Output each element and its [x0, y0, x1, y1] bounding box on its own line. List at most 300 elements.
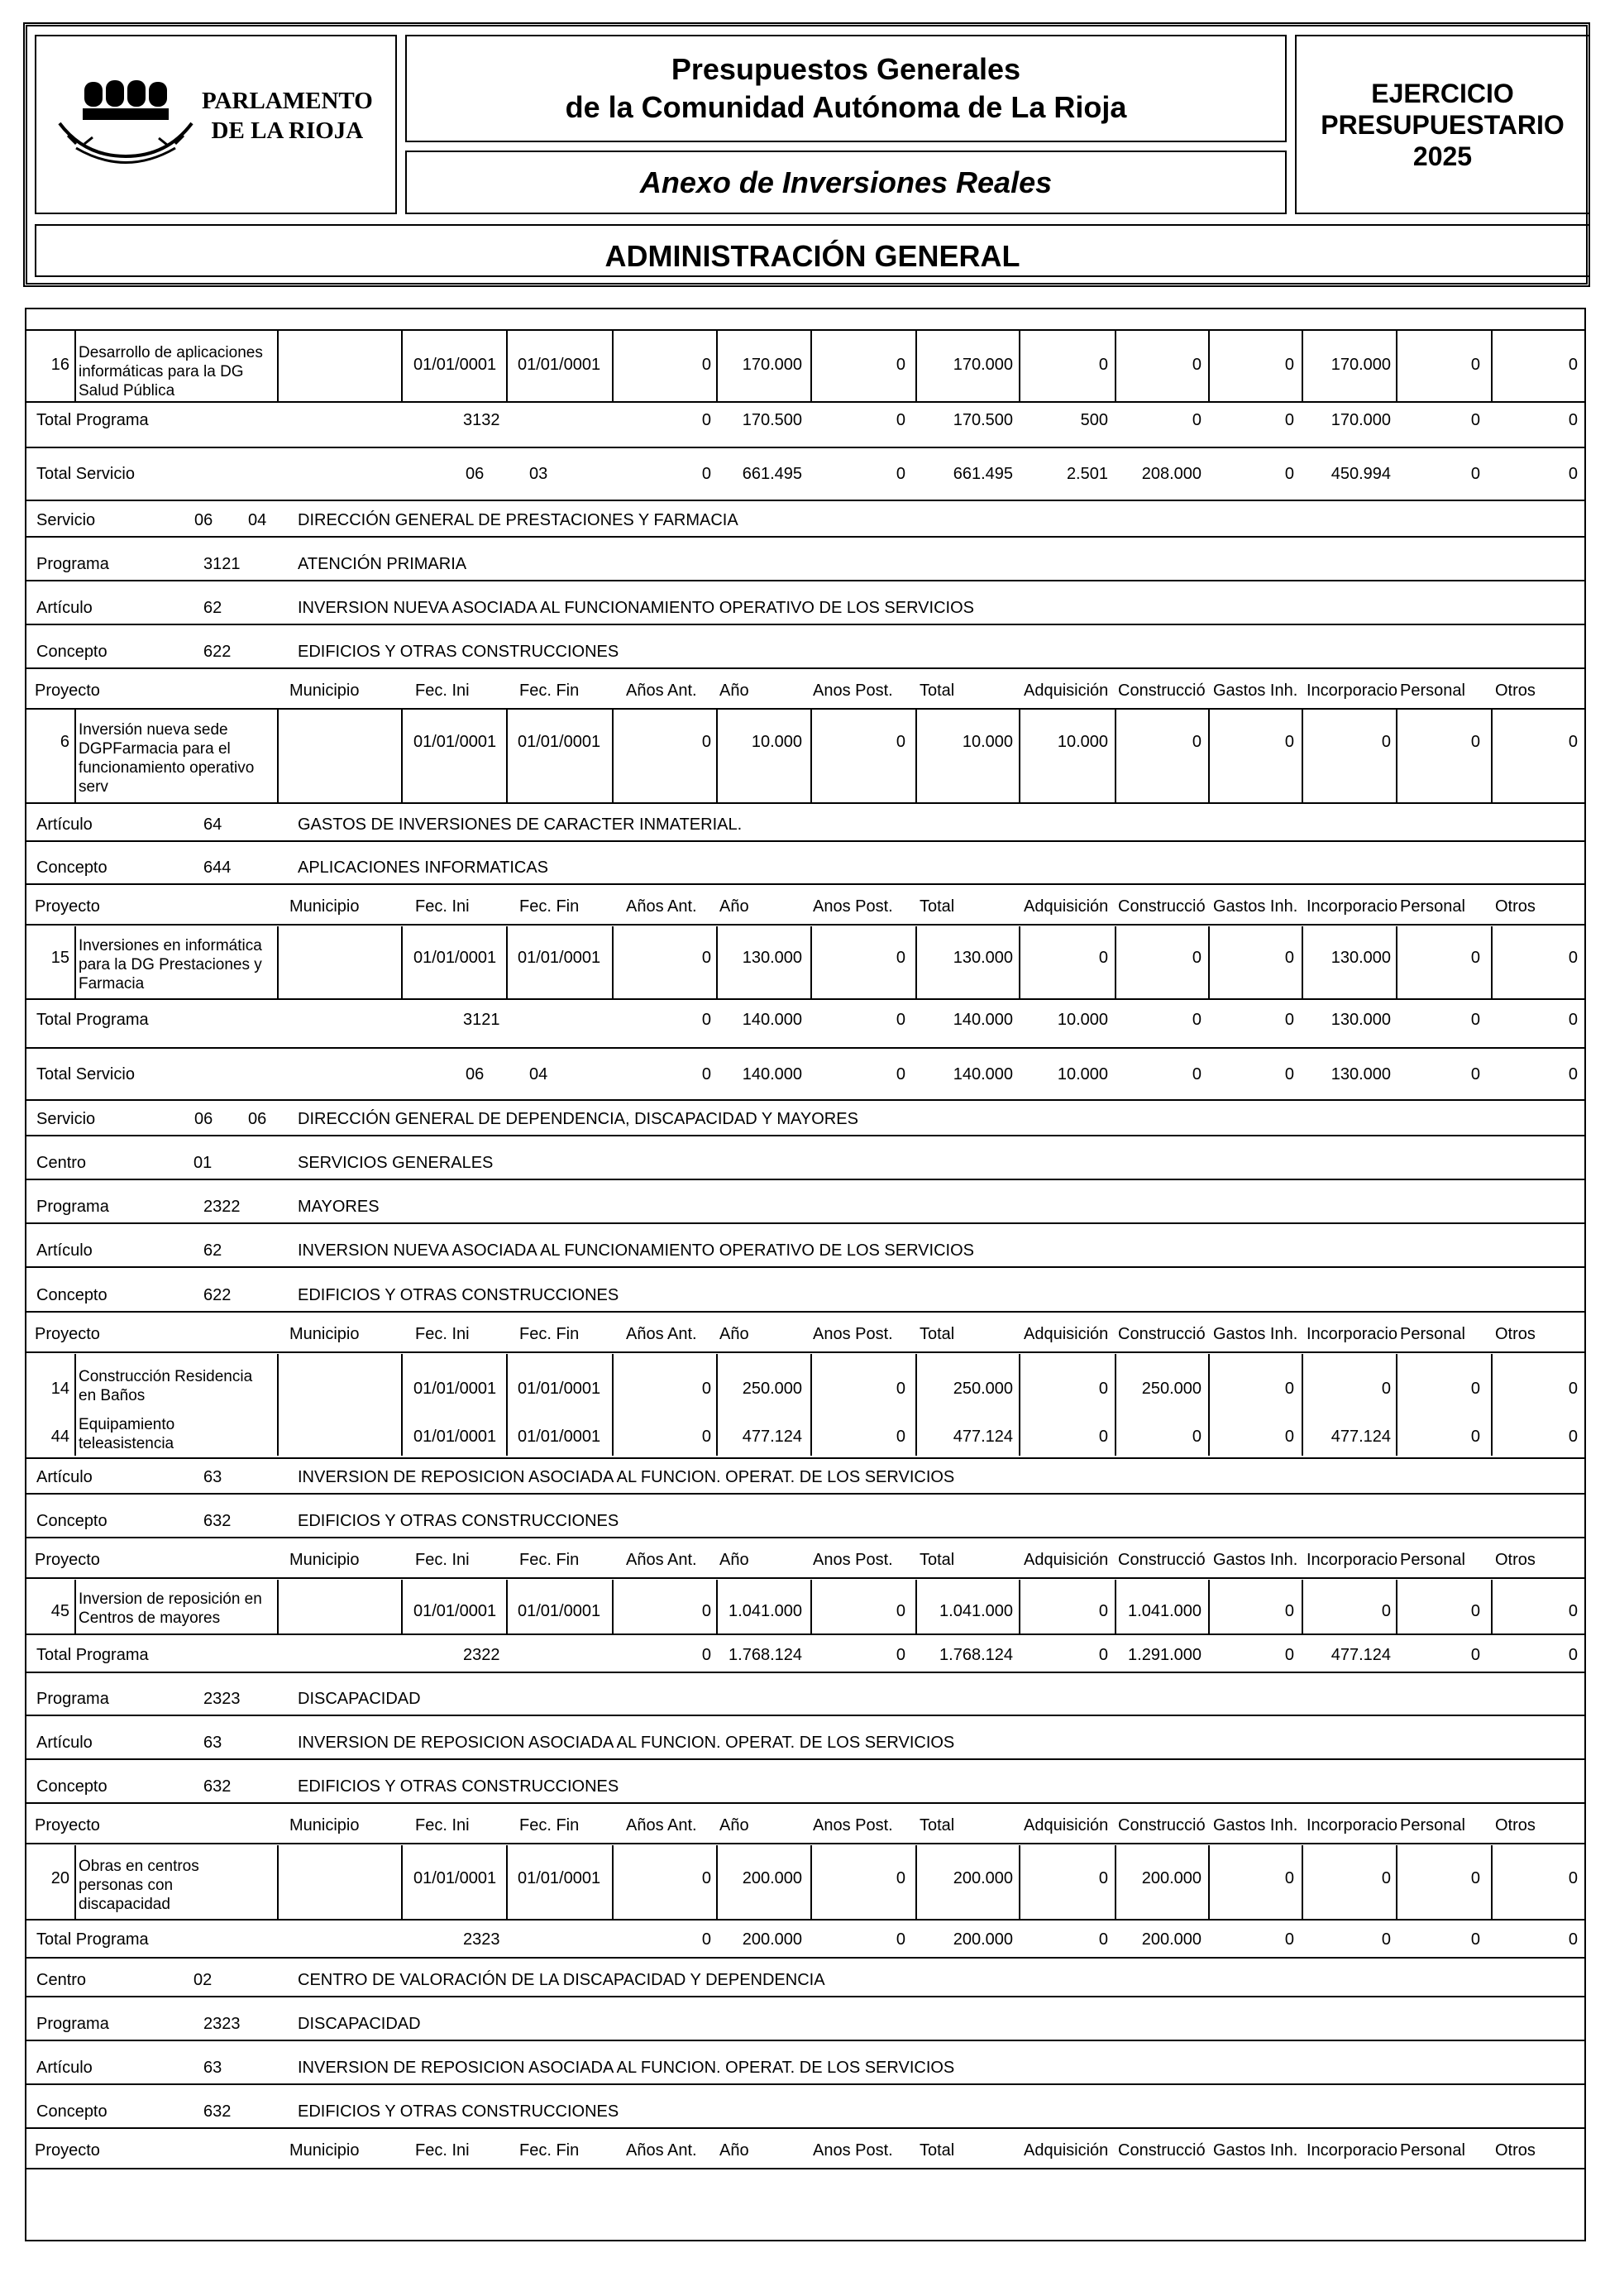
- total-servicio-adq: 10.000: [1057, 1065, 1108, 1083]
- project-number: 20: [50, 1869, 69, 1887]
- servicio-description: DIRECCIÓN GENERAL DE DEPENDENCIA, DISCAPACIDAD Y MAYORES: [298, 1110, 858, 1128]
- project-end-date: 01/01/0001: [518, 1869, 601, 1887]
- column-header-8: Adquisición: [1024, 897, 1109, 916]
- project-ano: 10.000: [751, 733, 802, 751]
- column-header-11: Incorporacio: [1307, 1325, 1398, 1343]
- total-programa-inc: 130.000: [1331, 1011, 1391, 1029]
- total-programa-inc: 170.000: [1331, 411, 1391, 429]
- column-header-13: Otros: [1495, 897, 1536, 916]
- column-divider: [716, 710, 718, 802]
- column-divider: [1396, 926, 1397, 998]
- total-servicio-label: Total Servicio: [36, 1065, 135, 1083]
- project-adq: 0: [1098, 1869, 1108, 1887]
- row-divider: [26, 1493, 1584, 1495]
- project-gas: 0: [1284, 949, 1294, 967]
- column-header-0: Proyecto: [35, 2141, 100, 2160]
- programa-code: 2323: [203, 2015, 241, 2033]
- project-number: 16: [50, 356, 69, 374]
- project-inc: 0: [1381, 733, 1391, 751]
- column-divider: [506, 926, 508, 998]
- project-inc: 130.000: [1331, 949, 1391, 967]
- programa-label: Programa: [36, 555, 109, 573]
- concepto-description: EDIFICIOS Y OTRAS CONSTRUCCIONES: [298, 1512, 619, 1530]
- column-divider: [1208, 926, 1210, 998]
- column-divider: [915, 1580, 917, 1634]
- column-header-5: Año: [719, 1816, 749, 1834]
- project-start-date: 01/01/0001: [413, 1428, 497, 1446]
- project-ano: 130.000: [742, 949, 802, 967]
- centro-label: Centro: [36, 1154, 87, 1172]
- column-divider: [810, 331, 812, 401]
- column-header-6: Anos Post.: [813, 1551, 893, 1569]
- row-divider: [26, 2127, 1584, 2129]
- column-header-9: Construcció: [1118, 897, 1206, 916]
- column-divider: [810, 710, 812, 802]
- total-programa-label: Total Programa: [36, 411, 149, 429]
- column-divider: [1491, 710, 1493, 802]
- column-header-12: Personal: [1400, 1325, 1465, 1343]
- column-header-13: Otros: [1495, 682, 1536, 700]
- total-servicio-tot: 661.495: [953, 465, 1013, 483]
- servicio-code-2: 06: [248, 1110, 267, 1128]
- column-divider: [915, 331, 917, 401]
- project-gas: 0: [1284, 733, 1294, 751]
- row-divider: [26, 1311, 1584, 1313]
- total-servicio-code-2: 04: [529, 1065, 548, 1083]
- articulo-description: GASTOS DE INVERSIONES DE CARACTER INMATERIAL.: [298, 816, 743, 834]
- centro-label: Centro: [36, 1971, 87, 1989]
- row-divider: [26, 1634, 1584, 1635]
- total-programa-inc: 0: [1381, 1930, 1391, 1949]
- project-ano: 1.041.000: [729, 1602, 802, 1620]
- total-servicio-ant: 0: [701, 465, 711, 483]
- project-otr: 0: [1568, 1380, 1578, 1398]
- column-header-5: Año: [719, 897, 749, 916]
- column-header-12: Personal: [1400, 1816, 1465, 1834]
- project-description: para la DG Prestaciones y: [79, 956, 262, 973]
- project-tot: 130.000: [953, 949, 1013, 967]
- articulo-code: 62: [203, 1241, 222, 1260]
- column-divider: [810, 1580, 812, 1634]
- project-end-date: 01/01/0001: [518, 733, 601, 751]
- total-servicio-inc: 130.000: [1331, 1065, 1391, 1083]
- column-divider: [1115, 926, 1116, 998]
- total-programa-ano: 140.000: [742, 1011, 802, 1029]
- centro-description: CENTRO DE VALORACIÓN DE LA DISCAPACIDAD Y DEPENDENCIA: [298, 1971, 825, 1989]
- row-divider: [26, 802, 1584, 804]
- column-divider: [1019, 1580, 1020, 1634]
- column-divider: [74, 1845, 76, 1919]
- total-programa-post: 0: [896, 1930, 905, 1949]
- row-divider: [26, 1577, 1584, 1579]
- concepto-code: 622: [203, 1286, 232, 1304]
- total-programa-otr: 0: [1568, 1011, 1578, 1029]
- row-divider: [26, 2083, 1584, 2085]
- centro-code: 02: [193, 1971, 213, 1989]
- project-start-date: 01/01/0001: [413, 1380, 497, 1398]
- column-header-9: Construcció: [1118, 1325, 1206, 1343]
- articulo-code: 62: [203, 599, 222, 617]
- column-header-6: Anos Post.: [813, 682, 893, 700]
- project-description: informáticas para la DG: [79, 363, 244, 380]
- column-divider: [1019, 926, 1020, 998]
- total-servicio-post: 0: [896, 465, 905, 483]
- project-description: DGPFarmacia para el: [79, 740, 231, 758]
- row-divider: [26, 401, 1584, 403]
- column-divider: [1491, 1845, 1493, 1919]
- column-divider: [506, 331, 508, 401]
- project-start-date: 01/01/0001: [413, 1602, 497, 1620]
- project-end-date: 01/01/0001: [518, 949, 601, 967]
- column-divider: [401, 926, 403, 998]
- project-per: 0: [1470, 1869, 1480, 1887]
- project-ant: 0: [701, 356, 711, 374]
- project-description: Inversión nueva sede: [79, 721, 228, 739]
- programa-description: MAYORES: [298, 1198, 380, 1216]
- row-divider: [26, 1266, 1584, 1268]
- project-ant: 0: [701, 1380, 711, 1398]
- column-header-1: Municipio: [289, 682, 360, 700]
- column-divider: [1019, 331, 1020, 401]
- project-tot: 1.041.000: [939, 1602, 1013, 1620]
- column-divider: [277, 1845, 279, 1919]
- column-header-2: Fec. Ini: [415, 1325, 470, 1343]
- articulo-description: INVERSION NUEVA ASOCIADA AL FUNCIONAMIENTO OPERATIVO DE LOS SERVICIOS: [298, 599, 974, 617]
- project-otr: 0: [1568, 1602, 1578, 1620]
- project-ano: 170.000: [742, 356, 802, 374]
- articulo-description: INVERSION DE REPOSICION ASOCIADA AL FUNCION. OPERAT. DE LOS SERVICIOS: [298, 1468, 955, 1486]
- row-divider: [26, 2040, 1584, 2041]
- total-programa-per: 0: [1470, 411, 1480, 429]
- row-divider: [26, 1843, 1584, 1844]
- row-divider: [26, 1179, 1584, 1180]
- articulo-label: Artículo: [36, 1734, 93, 1752]
- column-divider: [612, 1845, 614, 1919]
- column-divider: [74, 1580, 76, 1634]
- column-header-7: Total: [920, 1325, 955, 1343]
- column-header-13: Otros: [1495, 1551, 1536, 1569]
- project-number: 6: [60, 733, 69, 751]
- column-header-1: Municipio: [289, 2141, 360, 2160]
- column-header-11: Incorporacio: [1307, 682, 1398, 700]
- column-header-3: Fec. Fin: [519, 682, 580, 700]
- project-start-date: 01/01/0001: [413, 356, 497, 374]
- project-ant: 0: [701, 733, 711, 751]
- column-header-2: Fec. Ini: [415, 1551, 470, 1569]
- project-number: 15: [50, 949, 69, 967]
- concepto-description: EDIFICIOS Y OTRAS CONSTRUCCIONES: [298, 643, 619, 661]
- total-programa-gas: 0: [1284, 1011, 1294, 1029]
- row-divider: [26, 1099, 1584, 1101]
- project-post: 0: [896, 1869, 905, 1887]
- project-post: 0: [896, 733, 905, 751]
- column-divider: [915, 1845, 917, 1919]
- concepto-label: Concepto: [36, 1777, 107, 1796]
- column-header-5: Año: [719, 1551, 749, 1569]
- row-divider: [26, 1351, 1584, 1353]
- project-post: 0: [896, 356, 905, 374]
- column-divider: [1491, 1580, 1493, 1634]
- column-divider: [716, 1845, 718, 1919]
- column-header-12: Personal: [1400, 682, 1465, 700]
- column-header-10: Gastos Inh.: [1213, 1551, 1298, 1569]
- programa-description: DISCAPACIDAD: [298, 1690, 421, 1708]
- column-header-0: Proyecto: [35, 1551, 100, 1569]
- row-divider: [26, 329, 1584, 331]
- column-header-12: Personal: [1400, 897, 1465, 916]
- project-adq: 0: [1098, 356, 1108, 374]
- total-programa-ant: 0: [701, 1930, 711, 1949]
- row-divider: [26, 1996, 1584, 1997]
- column-header-6: Anos Post.: [813, 2141, 893, 2160]
- column-divider: [716, 331, 718, 401]
- concepto-label: Concepto: [36, 643, 107, 661]
- annex-title: Anexo de Inversiones Reales: [405, 151, 1287, 214]
- project-con: 200.000: [1141, 1869, 1202, 1887]
- column-header-1: Municipio: [289, 897, 360, 916]
- column-divider: [74, 710, 76, 802]
- column-header-8: Adquisición: [1024, 2141, 1109, 2160]
- project-description: discapacidad: [79, 1896, 170, 1913]
- total-servicio-ano: 140.000: [742, 1065, 802, 1083]
- column-divider: [1491, 331, 1493, 401]
- total-servicio-con: 0: [1192, 1065, 1202, 1083]
- programa-code: 2322: [203, 1198, 241, 1216]
- total-programa-ano: 200.000: [742, 1930, 802, 1949]
- concepto-description: EDIFICIOS Y OTRAS CONSTRUCCIONES: [298, 1777, 619, 1796]
- project-post: 0: [896, 1602, 905, 1620]
- column-divider: [1019, 1845, 1020, 1919]
- total-servicio-adq: 2.501: [1066, 465, 1108, 483]
- column-divider: [612, 1580, 614, 1634]
- project-tot: 10.000: [962, 733, 1013, 751]
- programa-description: ATENCIÓN PRIMARIA: [298, 555, 467, 573]
- total-programa-per: 0: [1470, 1646, 1480, 1664]
- row-divider: [26, 1758, 1584, 1760]
- column-divider: [716, 1580, 718, 1634]
- project-ant: 0: [701, 1869, 711, 1887]
- fiscal-year-line3: 2025: [1412, 141, 1473, 171]
- fiscal-year-box: [1295, 35, 1590, 214]
- articulo-description: INVERSION DE REPOSICION ASOCIADA AL FUNCION. OPERAT. DE LOS SERVICIOS: [298, 1734, 955, 1752]
- column-divider: [1302, 1845, 1303, 1919]
- column-header-12: Personal: [1400, 2141, 1465, 2160]
- project-description: Desarrollo de aplicaciones: [79, 344, 263, 361]
- articulo-code: 63: [203, 1734, 222, 1752]
- column-divider: [612, 710, 614, 802]
- total-programa-post: 0: [896, 1011, 905, 1029]
- row-divider: [26, 840, 1584, 842]
- total-servicio-tot: 140.000: [953, 1065, 1013, 1083]
- column-header-4: Años Ant.: [626, 2141, 697, 2160]
- project-description: Salud Pública: [79, 382, 175, 399]
- row-divider: [26, 667, 1584, 669]
- total-programa-code: 3121: [463, 1011, 500, 1029]
- column-divider: [1396, 710, 1397, 802]
- programa-description: DISCAPACIDAD: [298, 2015, 421, 2033]
- column-divider: [74, 1354, 76, 1456]
- column-header-11: Incorporacio: [1307, 897, 1398, 916]
- column-header-8: Adquisición: [1024, 1325, 1109, 1343]
- project-tot: 250.000: [953, 1380, 1013, 1398]
- total-programa-gas: 0: [1284, 411, 1294, 429]
- project-number: 14: [50, 1380, 69, 1398]
- total-programa-otr: 0: [1568, 1930, 1578, 1949]
- column-divider: [1208, 710, 1210, 802]
- column-divider: [401, 1354, 403, 1456]
- budget-title-line1: Presupuestos Generales: [671, 52, 1021, 86]
- total-programa-per: 0: [1470, 1011, 1480, 1029]
- row-divider: [26, 580, 1584, 581]
- total-servicio-label: Total Servicio: [36, 465, 135, 483]
- total-programa-con: 1.291.000: [1128, 1646, 1202, 1664]
- column-header-10: Gastos Inh.: [1213, 2141, 1298, 2160]
- total-servicio-per: 0: [1470, 1065, 1480, 1083]
- project-adq: 0: [1098, 1428, 1108, 1446]
- total-servicio-inc: 450.994: [1331, 465, 1391, 483]
- column-divider: [506, 710, 508, 802]
- row-divider: [26, 1802, 1584, 1804]
- column-header-2: Fec. Ini: [415, 682, 470, 700]
- column-header-7: Total: [920, 682, 955, 700]
- column-divider: [1208, 331, 1210, 401]
- column-divider: [277, 1354, 279, 1456]
- column-header-8: Adquisición: [1024, 682, 1109, 700]
- column-divider: [1491, 926, 1493, 998]
- row-divider: [26, 1457, 1584, 1459]
- column-divider: [716, 926, 718, 998]
- total-programa-tot: 200.000: [953, 1930, 1013, 1949]
- total-programa-post: 0: [896, 1646, 905, 1664]
- articulo-code: 63: [203, 2059, 222, 2077]
- column-divider: [612, 331, 614, 401]
- concepto-code: 622: [203, 643, 232, 661]
- column-header-3: Fec. Fin: [519, 2141, 580, 2160]
- column-divider: [506, 1580, 508, 1634]
- project-otr: 0: [1568, 1869, 1578, 1887]
- project-per: 0: [1470, 949, 1480, 967]
- articulo-label: Artículo: [36, 816, 93, 834]
- column-header-5: Año: [719, 2141, 749, 2160]
- column-header-3: Fec. Fin: [519, 897, 580, 916]
- row-divider: [26, 1135, 1584, 1136]
- column-header-8: Adquisición: [1024, 1551, 1109, 1569]
- column-header-10: Gastos Inh.: [1213, 1816, 1298, 1834]
- column-divider: [506, 1845, 508, 1919]
- budget-table-frame: [25, 308, 1586, 2241]
- row-divider: [26, 2168, 1584, 2169]
- project-start-date: 01/01/0001: [413, 949, 497, 967]
- column-header-10: Gastos Inh.: [1213, 682, 1298, 700]
- row-divider: [26, 500, 1584, 501]
- articulo-label: Artículo: [36, 2059, 93, 2077]
- column-header-8: Adquisición: [1024, 1816, 1109, 1834]
- project-description: Construcción Residencia: [79, 1368, 253, 1385]
- project-otr: 0: [1568, 356, 1578, 374]
- column-divider: [1115, 331, 1116, 401]
- project-otr: 0: [1568, 733, 1578, 751]
- centro-code: 01: [193, 1154, 213, 1172]
- concepto-code: 632: [203, 1512, 232, 1530]
- row-divider: [26, 883, 1584, 885]
- total-programa-code: 3132: [463, 411, 500, 429]
- total-programa-code: 2322: [463, 1646, 500, 1664]
- project-ano: 250.000: [742, 1380, 802, 1398]
- total-servicio-ant: 0: [701, 1065, 711, 1083]
- row-divider: [26, 1919, 1584, 1921]
- project-ano: 477.124: [742, 1428, 802, 1446]
- project-con: 0: [1192, 1428, 1202, 1446]
- project-description: personas con: [79, 1877, 174, 1894]
- column-header-0: Proyecto: [35, 1325, 100, 1343]
- column-header-9: Construcció: [1118, 1551, 1206, 1569]
- column-divider: [1302, 331, 1303, 401]
- total-programa-adq: 10.000: [1057, 1011, 1108, 1029]
- total-programa-ant: 0: [701, 1646, 711, 1664]
- concepto-code: 644: [203, 859, 232, 877]
- articulo-code: 63: [203, 1468, 222, 1486]
- total-programa-con: 0: [1192, 411, 1202, 429]
- column-divider: [1396, 331, 1397, 401]
- articulo-label: Artículo: [36, 1241, 93, 1260]
- articulo-label: Artículo: [36, 1468, 93, 1486]
- column-divider: [915, 926, 917, 998]
- articulo-label: Artículo: [36, 599, 93, 617]
- project-inc: 477.124: [1331, 1428, 1391, 1446]
- column-header-13: Otros: [1495, 1816, 1536, 1834]
- total-servicio-otr: 0: [1568, 1065, 1578, 1083]
- column-divider: [74, 926, 76, 998]
- column-header-4: Años Ant.: [626, 1816, 697, 1834]
- project-number: 44: [50, 1428, 69, 1446]
- total-programa-inc: 477.124: [1331, 1646, 1391, 1664]
- project-gas: 0: [1284, 1869, 1294, 1887]
- row-divider: [26, 924, 1584, 926]
- project-adq: 0: [1098, 949, 1108, 967]
- articulo-description: INVERSION NUEVA ASOCIADA AL FUNCIONAMIENTO OPERATIVO DE LOS SERVICIOS: [298, 1241, 974, 1260]
- total-programa-label: Total Programa: [36, 1646, 149, 1664]
- servicio-label: Servicio: [36, 1110, 96, 1128]
- project-gas: 0: [1284, 1428, 1294, 1446]
- column-header-5: Año: [719, 682, 749, 700]
- column-header-2: Fec. Ini: [415, 2141, 470, 2160]
- row-divider: [26, 1537, 1584, 1538]
- column-divider: [401, 1580, 403, 1634]
- row-divider: [26, 536, 1584, 538]
- column-divider: [915, 710, 917, 802]
- programa-label: Programa: [36, 2015, 109, 2033]
- column-header-9: Construcció: [1118, 682, 1206, 700]
- column-header-9: Construcció: [1118, 2141, 1206, 2160]
- total-servicio-code-2: 03: [529, 465, 548, 483]
- fiscal-year-line2: PRESUPUESTARIO: [1321, 109, 1565, 140]
- project-per: 0: [1470, 733, 1480, 751]
- project-description: funcionamiento operativo: [79, 759, 255, 777]
- column-header-7: Total: [920, 897, 955, 916]
- parliament-name-line1: PARLAMENTO: [202, 88, 373, 114]
- project-con: 0: [1192, 949, 1202, 967]
- project-post: 0: [896, 949, 905, 967]
- concepto-label: Concepto: [36, 859, 107, 877]
- column-header-7: Total: [920, 1816, 955, 1834]
- total-servicio-ano: 661.495: [742, 465, 802, 483]
- articulo-description: INVERSION DE REPOSICION ASOCIADA AL FUNCION. OPERAT. DE LOS SERVICIOS: [298, 2059, 955, 2077]
- total-programa-adq: 0: [1098, 1930, 1108, 1949]
- row-divider: [26, 998, 1584, 1000]
- total-programa-post: 0: [896, 411, 905, 429]
- project-inc: 0: [1381, 1380, 1391, 1398]
- project-post: 0: [896, 1428, 905, 1446]
